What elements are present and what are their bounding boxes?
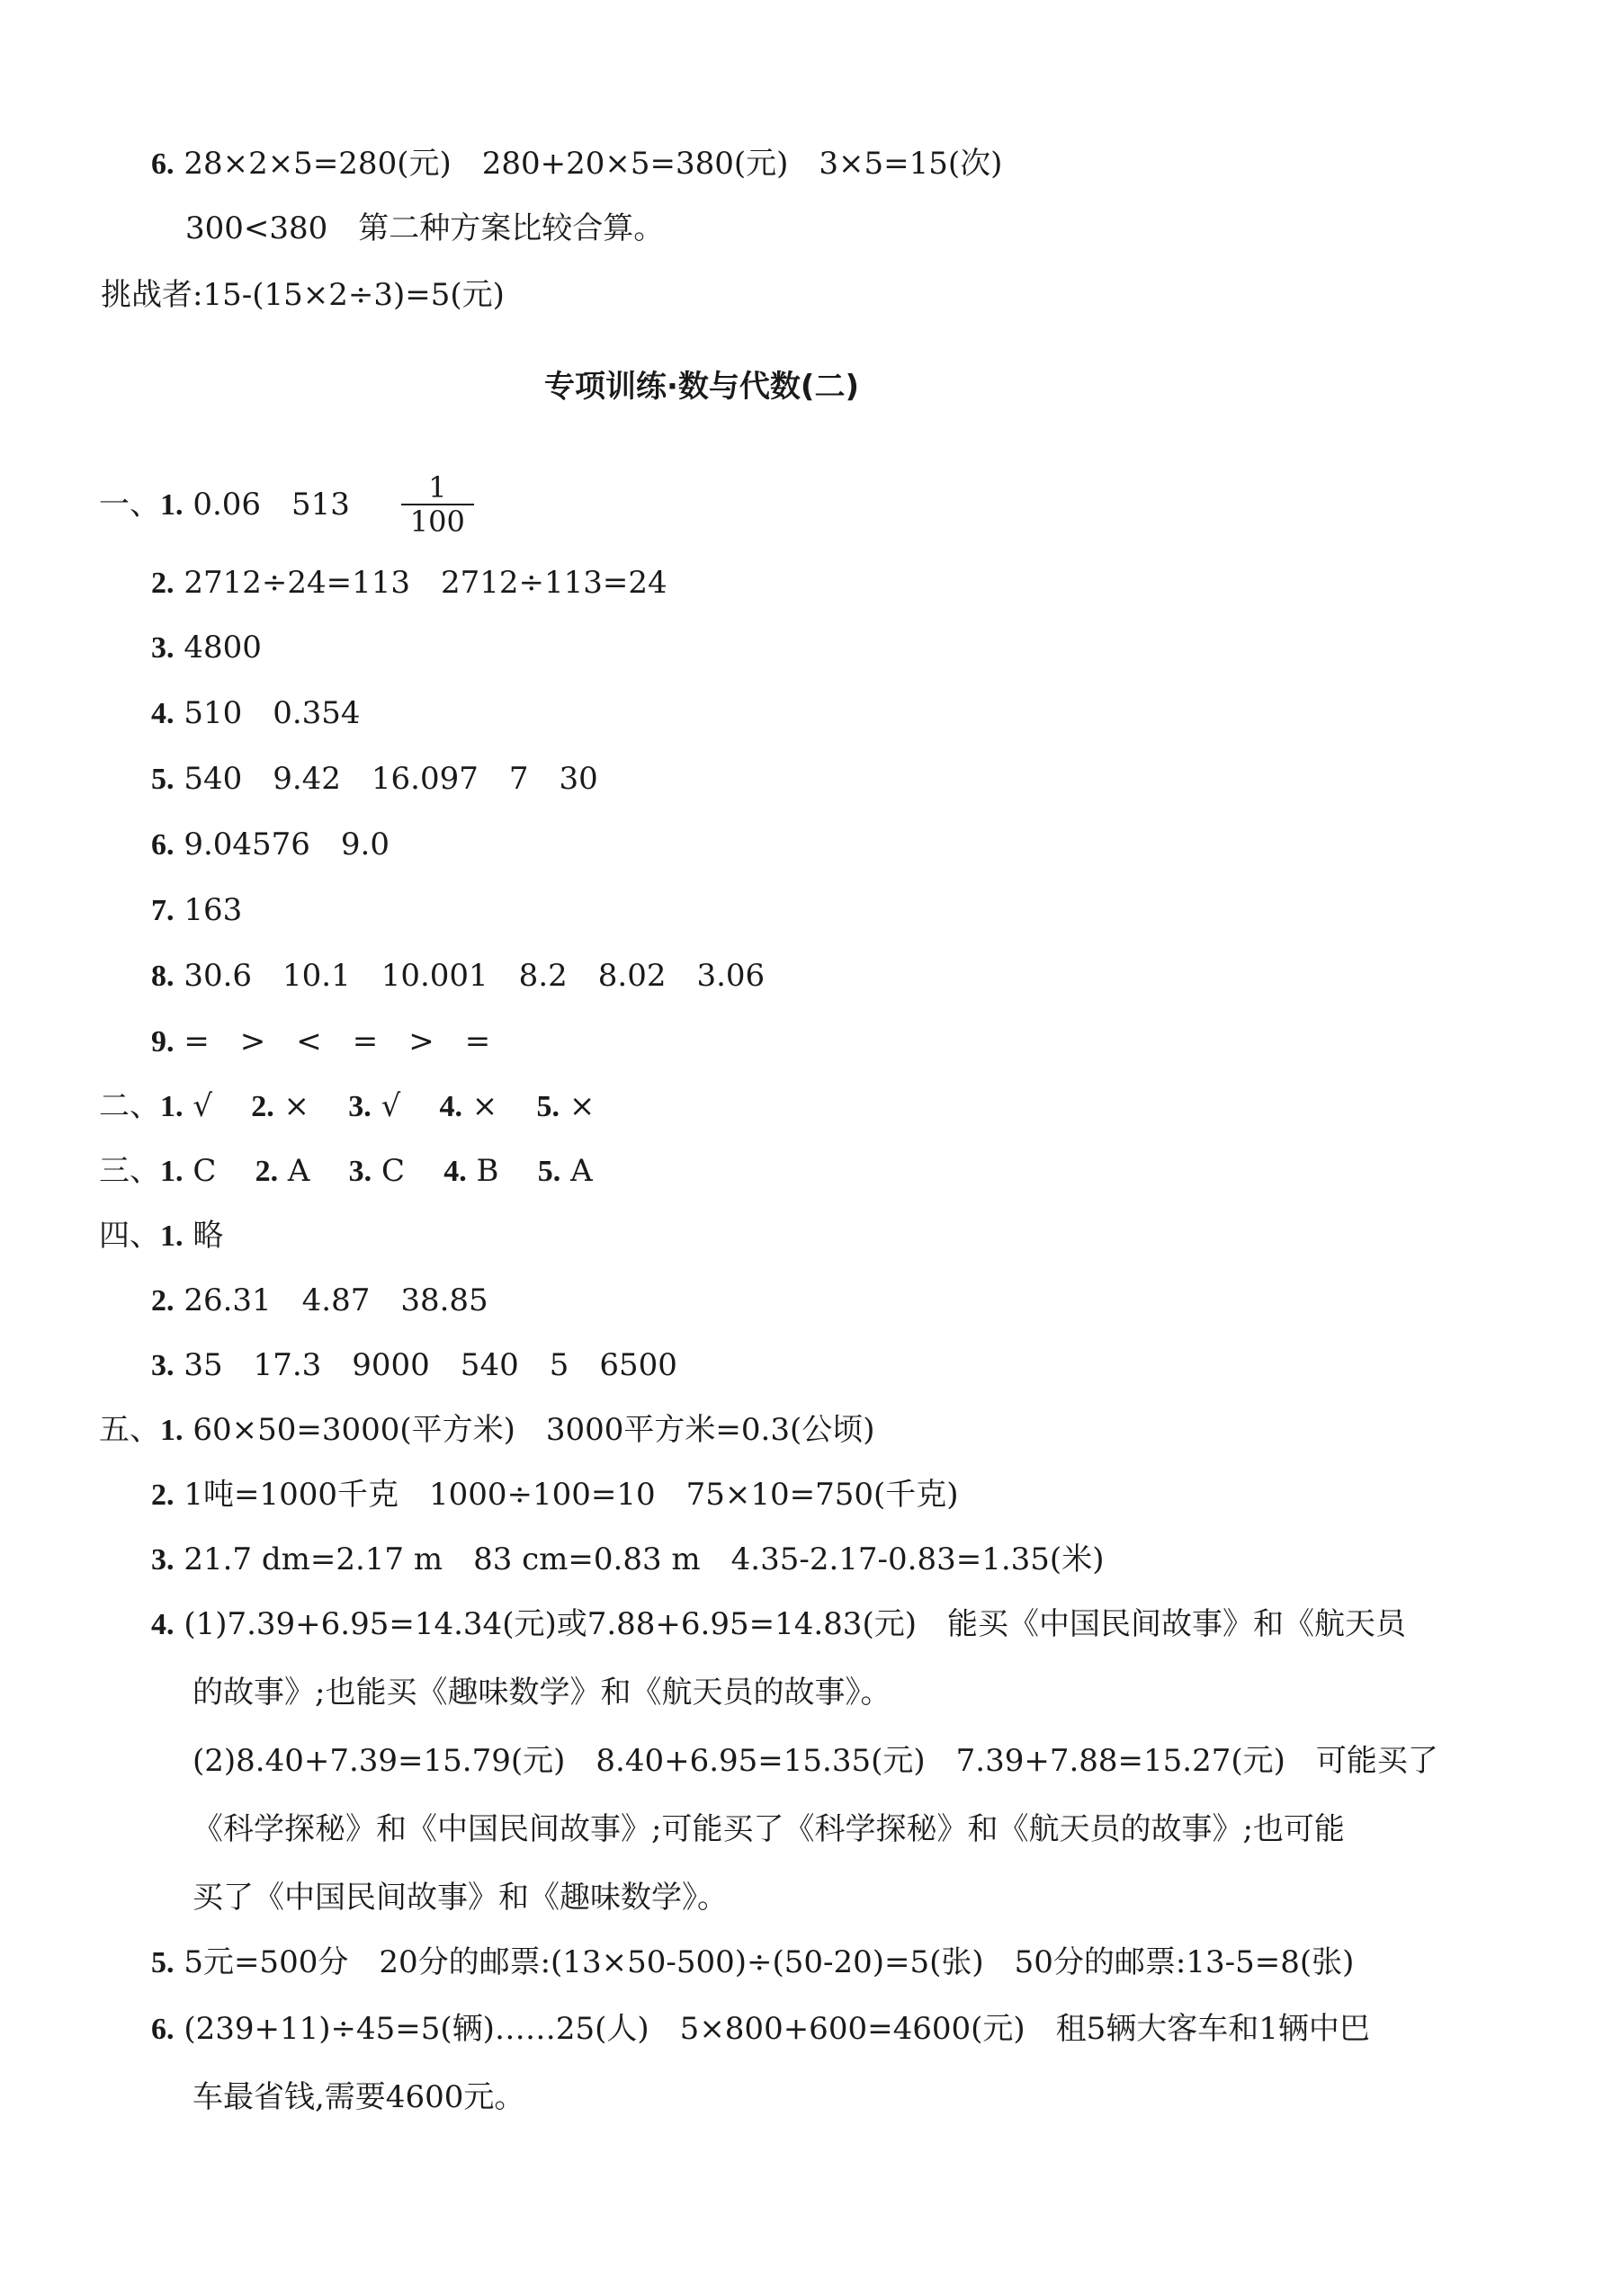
question-number: 5. [151,1946,175,1979]
question-number: 3. [151,1349,175,1382]
question-number: 3. [151,631,175,665]
question-number: 1. [160,1219,184,1253]
part5-q4-line3 [193,1741,1438,1781]
part5-q4-line2 [193,1673,891,1712]
fraction [401,471,474,538]
fraction-numerator: 1 [401,471,474,505]
question-number: 8. [151,960,175,993]
question-number: 6. [151,828,175,862]
answer-text: C [381,1153,405,1189]
answer-text: 车最省钱,需要4600元。 [193,2079,525,2115]
part2-line [99,1086,595,1127]
answer-text: 9.04576 9.0 [184,826,390,862]
part4-q2 [151,1281,488,1321]
answer-text: 35 17.3 9000 540 5 6500 [184,1347,677,1383]
answer-text: (1)7.39+6.95=14.34(元)或7.88+6.95=14.83(元) 能买《中国民间故事》和《航天员 [184,1606,1406,1642]
part5-q5 [151,1943,1354,1983]
question-number: 1. [160,1090,184,1123]
answer-text: 28×2×5=280(元) 280+20×5=380(元) 3×5=15(次) [184,146,1003,182]
question-number: 2. [251,1090,274,1123]
answer-text: 1吨=1000千克 1000÷100=10 75×10=750(千克) [184,1477,959,1513]
question-number: 7. [151,894,175,927]
question-number: 3. [348,1090,372,1123]
challenger-line [101,275,505,315]
section-label: 三、 [99,1153,160,1189]
answer-text: 300<380 第二种方案比较合算。 [185,210,665,246]
question-number: 4. [443,1155,467,1188]
part5-q6-line1 [151,2009,1370,2050]
part5-q4-line5 [193,1878,728,1917]
answer-text: A [287,1153,310,1189]
part4-q3 [151,1345,677,1386]
answer-text: 《科学探秘》和《中国民间故事》;可能买了《科学探秘》和《航天员的故事》;也可能 [193,1811,1345,1847]
question-number: 1. [160,1414,184,1447]
part1-q6 [151,825,390,865]
question-number: 6. [151,147,175,181]
part5-q3 [151,1540,1104,1580]
question-number: 2. [151,567,175,600]
section-title: 专项训练·数与代数(二) [544,369,859,405]
answer-text: 2712÷24=113 2712÷113=24 [184,565,667,601]
question-number: 3. [348,1155,372,1188]
part3-line [99,1151,593,1192]
section-label: 二、 [99,1088,160,1124]
question-number: 4. [439,1090,462,1123]
answer-text: B [476,1153,499,1189]
section-label: 四、 [99,1218,160,1254]
answer-text: 60×50=3000(平方米) 3000平方米=0.3(公顷) [193,1412,875,1448]
answer-text: 买了《中国民间故事》和《趣味数学》。 [193,1880,728,1916]
question-number: 5. [537,1155,561,1188]
answer-text: 30.6 10.1 10.001 8.2 8.02 3.06 [184,958,766,994]
answer-text: √ [381,1088,401,1124]
question-number: 4. [151,1608,175,1641]
section-label: 五、 [99,1412,160,1448]
answer-text: 510 0.354 [184,695,361,731]
part5-q4-line1 [151,1604,1406,1645]
question-number: 2. [151,1479,175,1512]
question-number: 2. [255,1155,279,1188]
answer-text: (239+11)÷45=5(辆)……25(人) 5×800+600=4600(元) 租5辆大客车和1辆中巴 [184,2011,1370,2047]
part1-q7 [151,890,242,931]
answer-text: (2)8.40+7.39=15.79(元) 8.40+6.95=15.35(元) 7.39+7.88=15.27(元) 可能买了 [193,1743,1438,1779]
part5-q6-line2 [193,2077,524,2117]
question-number: 5. [536,1090,560,1123]
answer-text: = > < = > = [184,1023,491,1059]
part1-q8 [151,956,765,996]
answer-text: × [569,1088,596,1124]
answer-text: C [193,1153,217,1189]
question-number: 2. [151,1284,175,1318]
answer-text: 挑战者:15-(15×2÷3)=5(元) [101,277,505,313]
answer-text: 5元=500分 20分的邮票:(13×50-500)÷(50-20)=5(张) 50分的邮票:13-5=8(张) [184,1944,1355,1980]
answer-text: 略 [193,1218,224,1254]
answer-text: × [283,1088,310,1124]
section-label: 一、 [99,487,160,523]
part5-q4-line4 [193,1809,1345,1849]
answer-text: 540 9.42 16.097 7 30 [184,761,598,797]
answer-text: 的故事》;也能买《趣味数学》和《航天员的故事》。 [193,1675,891,1711]
part1-q9 [151,1022,490,1062]
answer-text: √ [193,1088,212,1124]
part5-q2 [151,1475,959,1515]
fraction-denominator: 100 [409,505,465,539]
part4-q1 [99,1216,223,1256]
part1-q5 [151,759,598,800]
part1-q4 [151,693,361,734]
q6-line2 [185,209,664,248]
part1-q2 [151,563,667,603]
question-number: 5. [151,763,175,796]
answer-text: × [471,1088,498,1124]
answer-text: 0.06 513 [193,487,350,523]
part1-q1 [99,470,474,540]
question-number: 1. [160,488,184,522]
question-number: 1. [160,1155,184,1188]
answer-text: 26.31 4.87 38.85 [184,1282,488,1318]
question-number: 3. [151,1543,175,1577]
answer-text: 4800 [184,630,262,666]
question-number: 9. [151,1025,175,1059]
part5-q1 [99,1410,875,1451]
answer-text: 21.7 dm=2.17 m 83 cm=0.83 m 4.35-2.17-0.83=1.35(米) [184,1541,1105,1577]
answer-text: 163 [184,892,243,928]
question-number: 4. [151,697,175,730]
answer-text: A [570,1153,593,1189]
question-number: 6. [151,2013,175,2046]
part1-q3 [151,628,262,668]
q6-line1 [151,144,1002,184]
